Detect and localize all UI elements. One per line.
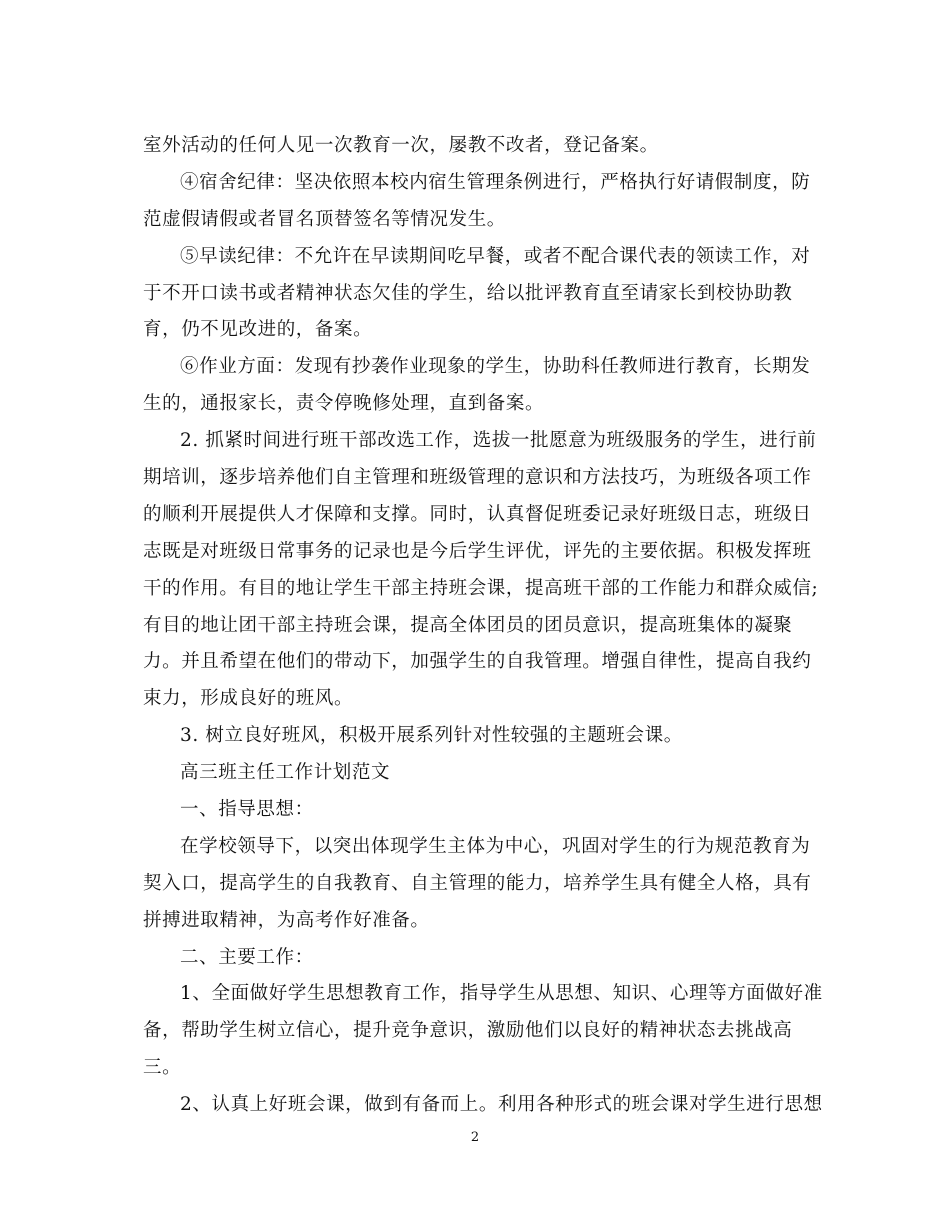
text-line: 于不开口读书或者精神状态欠佳的学生，给以批评教育直至请家长到校协助教 [143, 282, 793, 304]
text-line: 干的作用。有目的地让学生干部主持班会课，提高班干部的工作能力和群众威信; [143, 577, 819, 599]
text-line: 3. 树立良好班风，积极开展系列针对性较强的主题班会课。 [180, 725, 683, 747]
text-line: 契入口，提高学生的自我教育、自主管理的能力，培养学生具有健全人格，具有 [143, 872, 812, 894]
text-line: 拼搏进取精神，为高考作好准备。 [143, 909, 430, 931]
page-number: 2 [470, 1130, 480, 1145]
text-line: 范虚假请假或者冒名顶替签名等情况发生。 [143, 208, 506, 230]
text-line: ⑥作业方面：发现有抄袭作业现象的学生，协助科任教师进行教育，长期发 [180, 356, 811, 378]
text-line: 室外活动的任何人见一次教育一次，屡教不改者，登记备案。 [143, 135, 659, 156]
text-line: 2、认真上好班会课，做到有备而上。利用各种形式的班会课对学生进行思想 [180, 1094, 823, 1116]
text-line: 生的，通报家长，责令停晚修处理，直到备案。 [143, 393, 545, 415]
text-line: ⑤早读纪律：不允许在早读期间吃早餐，或者不配合课代表的领读工作，对 [180, 245, 811, 267]
text-line: 1、全面做好学生思想教育工作，指导学生从思想、知识、心理等方面做好准 [180, 983, 823, 1005]
text-line: 期培训，逐步培养他们自主管理和班级管理的意识和方法技巧，为班级各项工作 [143, 467, 812, 489]
body-text [143, 128, 823, 1124]
section-title: 高三班主任工作计划范文 [180, 762, 391, 784]
text-line: ④宿舍纪律：坚决依照本校内宿生管理条例进行，严格执行好请假制度，防 [180, 171, 811, 193]
text-line: 力。并且希望在他们的带动下，加强学生的自我管理。增强自律性，提高自我约 [143, 651, 812, 673]
text-line: 有目的地让团干部主持班会课，提高全体团员的团员意识，提高班集体的凝聚 [143, 614, 793, 636]
text-line: 束力，形成良好的班风。 [143, 688, 354, 710]
text-line: 2. 抓紧时间进行班干部改选工作，选拔一批愿意为班级服务的学生，进行前 [180, 430, 817, 452]
text-line: 在学校领导下，以突出体现学生主体为中心，巩固对学生的行为规范教育为 [180, 835, 811, 857]
text-line: 志既是对班级日常事务的记录也是今后学生评优，评先的主要依据。积极发挥班 [143, 540, 812, 562]
text-line: 的顺利开展提供人才保障和支撑。同时，认真督促班委记录好班级日志，班级日 [143, 503, 812, 525]
section-heading: 一、指导思想： [180, 799, 314, 821]
text-line: 备，帮助学生树立信心，提升竞争意识，激励他们以良好的精神状态去挑战高 [143, 1020, 793, 1042]
text-line: 育，仍不见改进的，备案。 [143, 319, 373, 341]
text-line: 三。 [143, 1057, 182, 1079]
section-heading: 二、主要工作： [180, 946, 314, 968]
